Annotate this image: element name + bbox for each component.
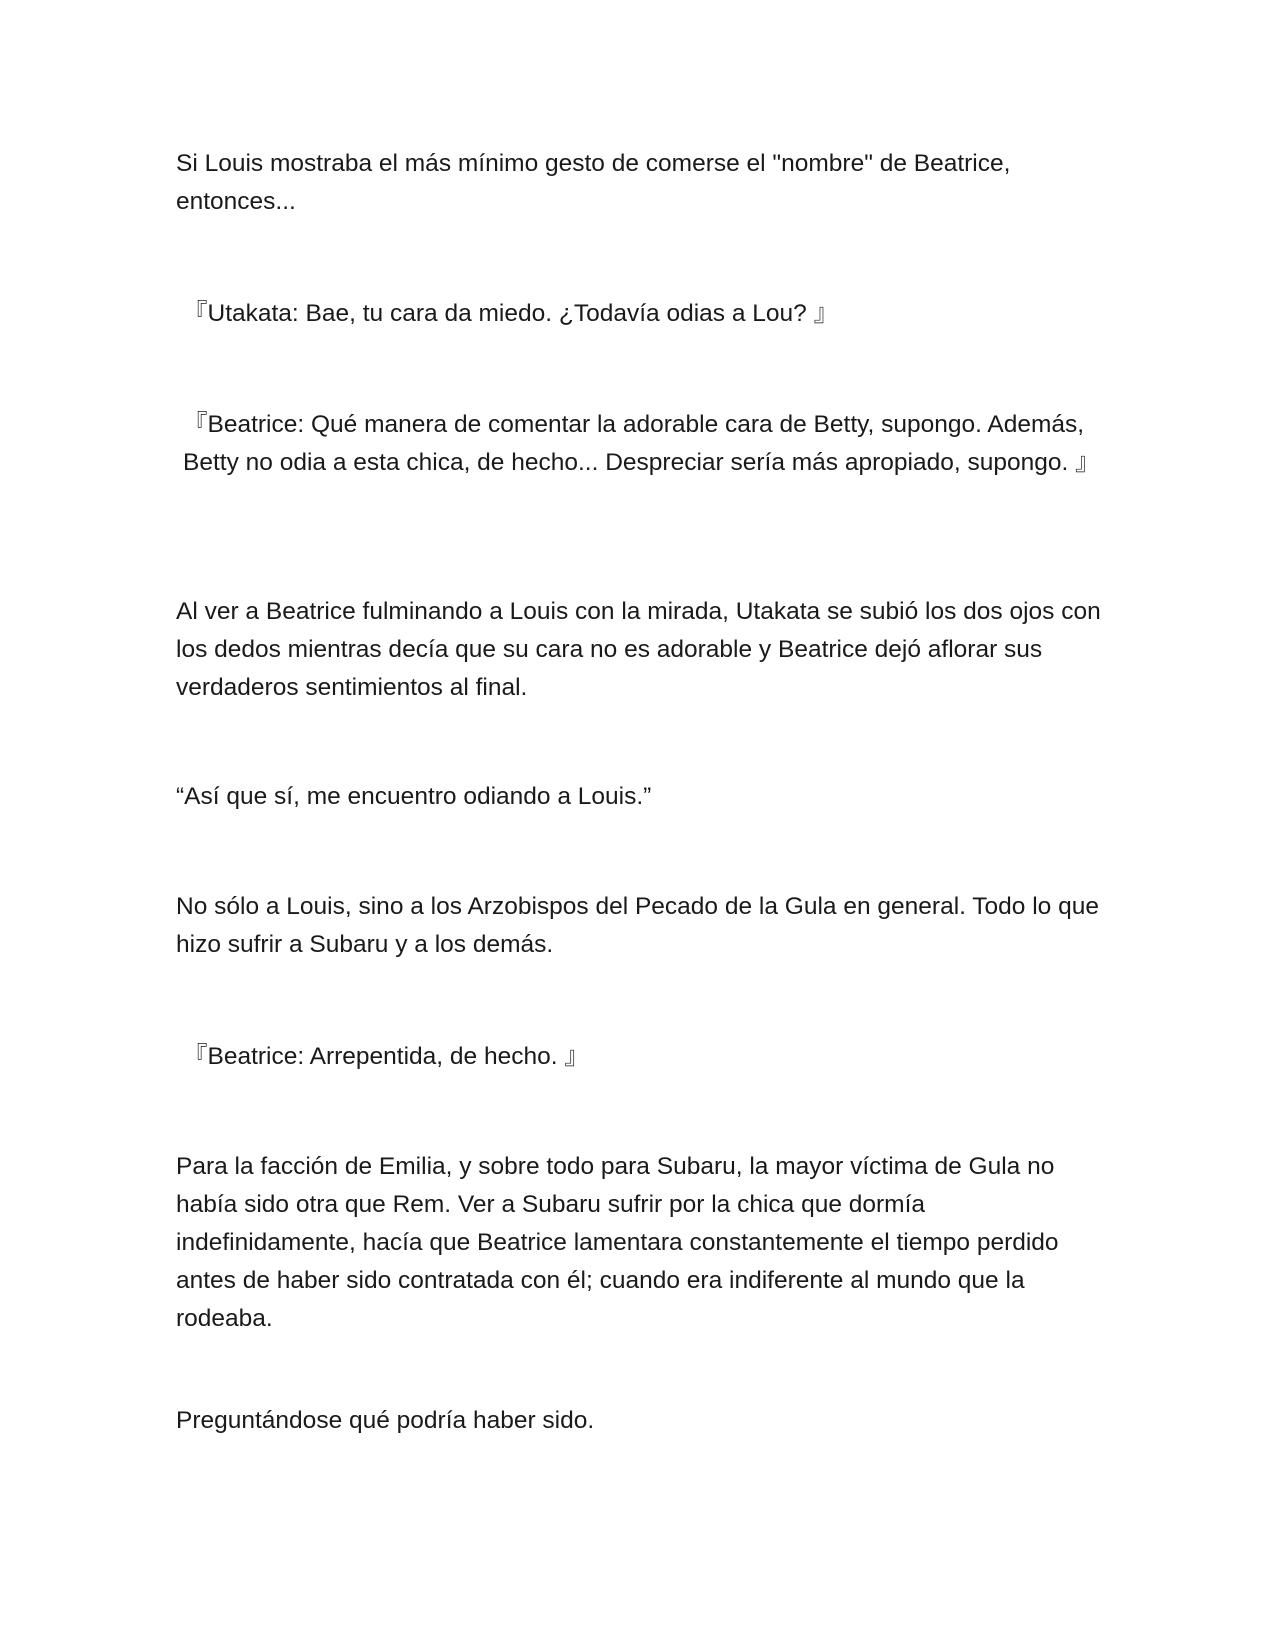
paragraph-quote: “Así que sí, me encuentro odiando a Louis.” [176,783,652,810]
paragraph-dialog-utakata: 『Utakata: Bae, tu cara da miedo. ¿Todavía odias a Lou? 』 [183,300,839,327]
paragraph-narration-5: Preguntándose qué podría haber sido. [176,1407,595,1434]
paragraph-dialog-beatrice-2: 『Beatrice: Arrepentida, de hecho. 』 [183,1043,589,1070]
paragraph-narration-1: Si Louis mostraba el más mínimo gesto de comerse el "nombre" de Beatrice, entonces... [176,150,1011,215]
paragraph-narration-4: Para la facción de Emilia, y sobre todo para Subaru, la mayor víctima de Gula no había sido otra que Rem. Ver a Subaru sufrir por la chica que dormía indefinidamente, hacía que Beatrice lamentara constantemente el tiempo perdido antes de haber sido contratada con él; cuando era indiferente al mundo que la rodeaba. [176,1153,1059,1332]
paragraph-narration-2: Al ver a Beatrice fulminando a Louis con la mirada, Utakata se subió los dos ojos con los dedos mientras decía que su cara no es adorable y Beatrice dejó aflorar sus verdaderos sentimientos al final. [176,598,1101,701]
paragraph-dialog-beatrice-1: 『Beatrice: Qué manera de comentar la adorable cara de Betty, supongo. Además, Betty no odia a esta chica, de hecho... Despreciar sería más apropiado, supongo. 』 [183,411,1100,476]
paragraph-narration-3: No sólo a Louis, sino a los Arzobispos del Pecado de la Gula en general. Todo lo que hizo sufrir a Subaru y a los demás. [176,893,1099,958]
